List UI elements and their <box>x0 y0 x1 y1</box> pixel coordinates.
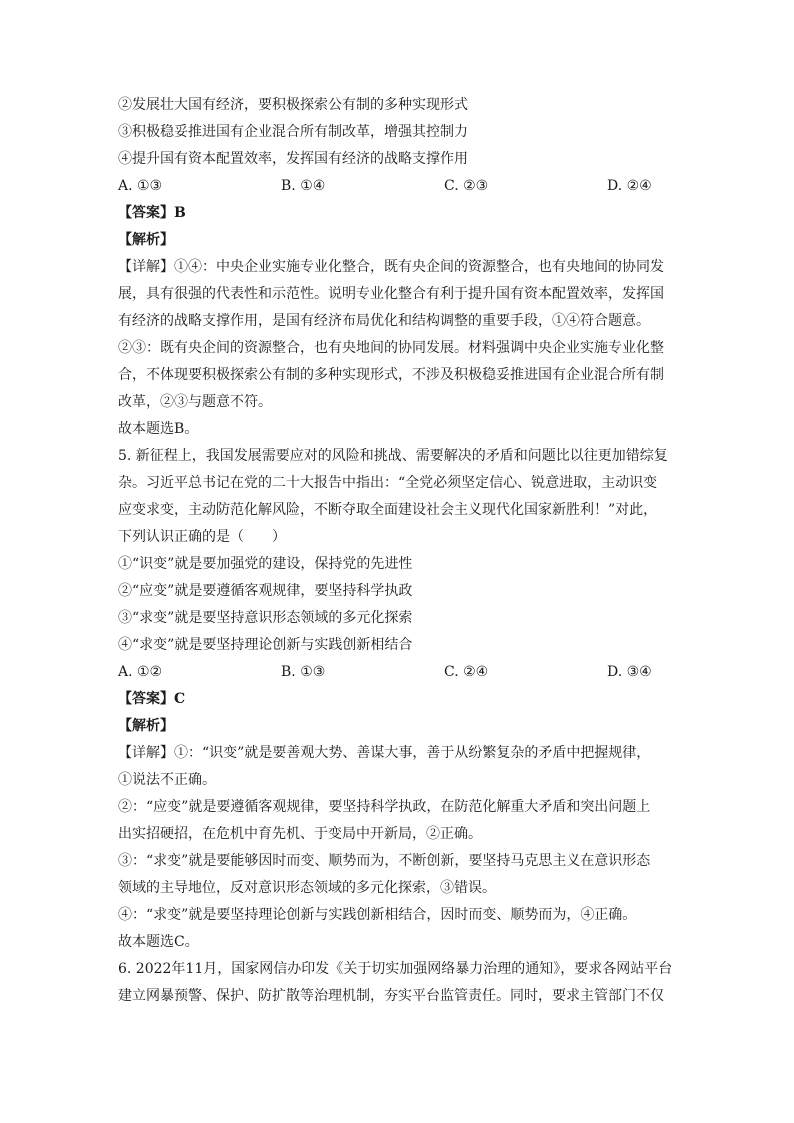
q4-detail-line: 故本题选B。 <box>118 421 199 437</box>
q5-statement-3: ③“求变”就是要坚持意识形态领域的多元化探索 <box>118 610 413 626</box>
q4-option-a: A. ①③ <box>118 178 163 194</box>
q5-statement-4: ④“求变”就是要坚持理论创新与实践创新相结合 <box>118 637 413 653</box>
q4-option-c: C. ②③ <box>444 178 489 194</box>
q4-detail-line: 展，具有很强的代表性和示范性。说明专业化整合有利于提升国有资本配置效率，发挥国 <box>118 286 664 302</box>
q5-detail-line: ①说法不正确。 <box>118 772 216 788</box>
q5-answer: 【答案】C <box>118 691 186 707</box>
q4-detail-line: ②③：既有央企间的资源整合，也有央地间的协同发展。材料强调中央企业实施专业化整 <box>118 340 664 356</box>
q6-stem-line: 6. 2022年11月，国家网信办印发《关于切实加强网络暴力治理的通知》，要求各网站平台 <box>118 961 673 977</box>
q5-stem-line: 应变求变，主动防范化解风险，不断夺取全面建设社会主义现代化国家新胜利！”对此， <box>118 502 658 518</box>
q4-statement-2: ②发展壮大国有经济，要积极探索公有制的多种实现形式 <box>118 97 468 113</box>
q5-stem-line: 杂。习近平总书记在党的二十大报告中指出：“全党必须坚定信心、锐意进取，主动识变 <box>118 475 658 491</box>
q5-detail-line: 出实招硬招，在危机中育先机、于变局中开新局，②正确。 <box>118 826 482 842</box>
q4-detail-line: 【详解】①④：中央企业实施专业化整合，既有央企间的资源整合，也有央地间的协同发 <box>118 259 664 275</box>
q5-option-d: D. ③④ <box>607 664 652 680</box>
q5-option-b: B. ①③ <box>281 664 326 680</box>
q4-answer: 【答案】B <box>118 205 186 221</box>
q5-statements <box>118 551 678 659</box>
q4-detail <box>118 254 678 443</box>
q4-detail-line: 有经济的战略支撑作用，是国有经济布局优化和结构调整的重要手段，①④符合题意。 <box>118 313 650 329</box>
q5-stem-line: 5. 新征程上，我国发展需要应对的风险和挑战、需要解决的矛盾和问题比以往更加错综复 <box>118 448 668 464</box>
q4-options <box>118 173 678 200</box>
q5-detail-line: ②：“应变”就是要遵循客观规律，要坚持科学执政，在防范化解重大矛盾和突出问题上 <box>118 799 651 815</box>
q4-option-b: B. ①④ <box>281 178 326 194</box>
q5-options <box>118 659 678 686</box>
q5-stem <box>118 443 678 551</box>
q5-detail <box>118 740 678 956</box>
q4-analysis-label: 【解析】 <box>118 232 174 248</box>
q5-analysis-label: 【解析】 <box>118 718 174 734</box>
q5-detail-line: 【详解】①：“识变”就是要善观大势、善谋大事，善于从纷繁复杂的矛盾中把握规律， <box>118 745 651 761</box>
q6-stem-line: 建立网暴预警、保护、防扩散等治理机制，夯实平台监管责任。同时，要求主管部门不仅 <box>118 988 664 1004</box>
q4-option-d: D. ②④ <box>607 178 652 194</box>
q4-statement-3: ③积极稳妥推进国有企业混合所有制改革，增强其控制力 <box>118 124 468 140</box>
q5-detail-line: ④：“求变”就是要坚持理论创新与实践创新相结合，因时而变、顺势而为，④正确。 <box>118 907 637 923</box>
q5-detail-line: 故本题选C。 <box>118 934 199 950</box>
q5-detail-line: 领域的主导地位，反对意识形态领域的多元化探索，③错误。 <box>118 880 496 896</box>
q5-stem-line: 下列认识正确的是（ ） <box>118 529 286 545</box>
document-page <box>118 92 678 1010</box>
q5-statement-1: ①“识变”就是要加强党的建设，保持党的先进性 <box>118 556 413 572</box>
q5-option-c: C. ②④ <box>444 664 489 680</box>
q4-detail-line: 改革，②③与题意不符。 <box>118 394 272 410</box>
q5-detail-line: ③：“求变”就是要能够因时而变、顺势而为，不断创新，要坚持马克思主义在意识形态 <box>118 853 651 869</box>
q5-statement-2: ②“应变”就是要遵循客观规律，要坚持科学执政 <box>118 583 413 599</box>
q4-statement-4: ④提升国有资本配置效率，发挥国有经济的战略支撑作用 <box>118 151 468 167</box>
q6-stem <box>118 956 678 1010</box>
q5-option-a: A. ①② <box>118 664 163 680</box>
q4-detail-line: 合，不体现要积极探索公有制的多种实现形式，不涉及积极稳妥推进国有企业混合所有制 <box>118 367 664 383</box>
